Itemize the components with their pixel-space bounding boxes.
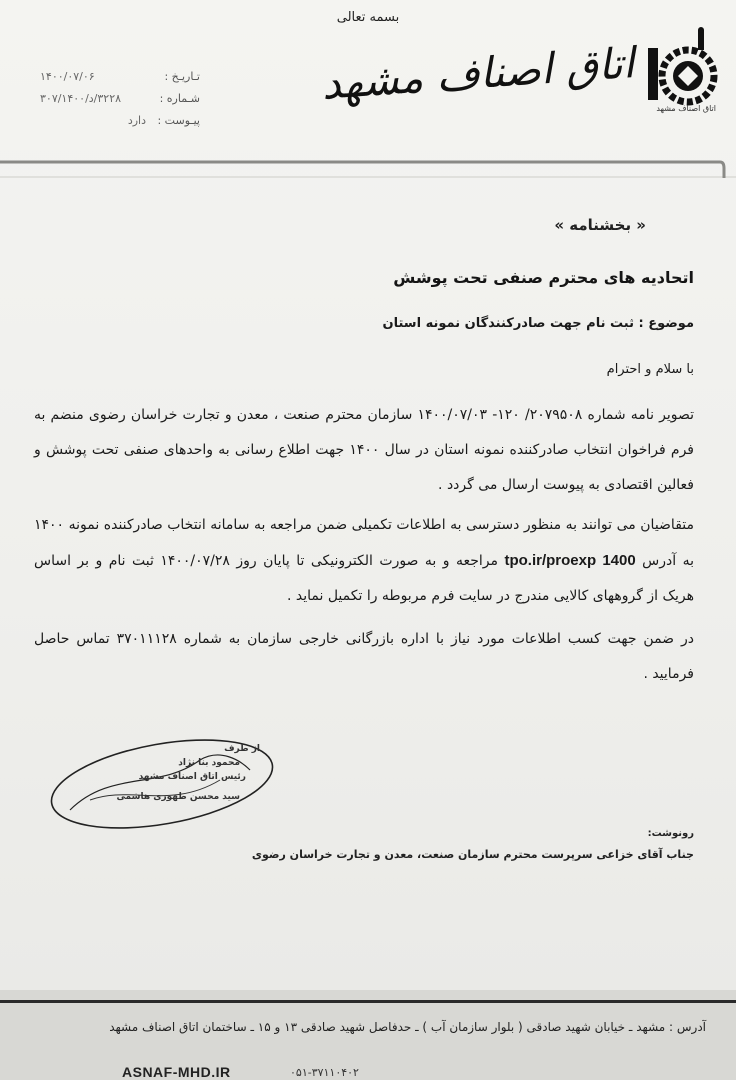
bismillah-heading: بسمه تعالی [336, 10, 400, 25]
cc-recipient: جناب آقای خزاعی سرپرست محترم سازمان صنعت، معدن و تجارت خراسان رضوی [251, 848, 694, 861]
number-label: شـماره : [159, 92, 200, 105]
addressee: اتحادیه های محترم صنفی تحت پوشش [393, 268, 694, 287]
greeting: با سلام و احترام [606, 362, 694, 377]
footer-website: ASNAF-MHD.IR [122, 1064, 231, 1080]
attachment-value: دارد [127, 114, 146, 127]
signature-line-1: از طرف [224, 744, 260, 754]
letter-meta [40, 70, 200, 136]
footer-divider [0, 1000, 736, 1006]
attachment-label: پیـوست : [157, 114, 200, 127]
logo-caption: اتاق اصناف مشهد [656, 104, 716, 113]
attachment-row [40, 114, 200, 136]
body-paragraph-3: در ضمن جهت کسب اطلاعات مورد نیاز با اداره بازرگانی خارجی سازمان به شماره ۳۷۰۱۱۱۲۸ تماس حاصل فرمایید . [34, 631, 694, 682]
footer-address: آدرس : مشهد ـ خیابان شهید صادقی ( بلوار سازمان آب ) ـ حدفاصل شهید صادقی ۱۳ و ۱۵ ـ ساختمان اتاق اصناف مشهد [109, 1020, 706, 1034]
circular-title: « بخشنامه » [554, 216, 646, 234]
date-row [40, 70, 200, 92]
header-divider [0, 160, 726, 180]
signature-block [50, 730, 280, 830]
registration-link: tpo.ir/proexp 1400 [504, 552, 636, 569]
number-value: ۳۲۲۸/د/۳۰۷/۱۴۰۰ [40, 92, 122, 105]
body-paragraph-2 [34, 508, 694, 614]
paragraph-2-after: مراجعه و به صورت الکترونیکی تا پایان روز ۱۴۰۰/۰۷/۲۸ ثبت نام و بر اساس هریک از گروههای کالایی مندرج در سایت فرم مربوطه را تکمیل نماید . [34, 553, 694, 604]
signature-line-2: محمود بنا نژاد [178, 758, 240, 768]
footer-phone: ۰۵۱-۳۷۱۱۰۴۰۲ [290, 1066, 359, 1079]
signature-line-4: سید محسن طهوری هاشمی [116, 792, 240, 802]
date-value: ۱۴۰۰/۰۷/۰۶ [40, 70, 95, 83]
cc-label: رونوشت: [647, 828, 694, 839]
organization-name: اتاق اصناف مشهد [319, 38, 636, 109]
paragraph-2-before: متقاضیان می توانند به منظور دسترسی به اطلاعات تکمیلی ضمن مراجعه به سامانه انتخاب صادرکننده نمونه ۱۴۰۰ به آدرس [34, 517, 695, 569]
number-row [40, 92, 200, 114]
date-label: تـاریـخ : [164, 70, 200, 83]
signature-line-3: رئیس اتاق اصناف مشهد [138, 772, 246, 782]
subject-line: موضوع : ثبت نام جهت صادرکنندگان نمونه استان [382, 316, 694, 331]
body-paragraph-1: تصویر نامه شماره ۲۰۷۹۵۰۸/ ۱۲۰- ۱۴۰۰/۰۷/۰۳ سازمان محترم صنعت ، معدن و تجارت خراسان رضوی منضم به فرم فراخوان انتخاب صادرکننده نمونه استان در سال ۱۴۰۰ جهت اطلاع رسانی به واحدهای صنفی تحت پوشش و فعالین اقتصادی به پیوست ارسال می گردد . [34, 407, 695, 493]
organization-logo-icon [648, 26, 722, 136]
